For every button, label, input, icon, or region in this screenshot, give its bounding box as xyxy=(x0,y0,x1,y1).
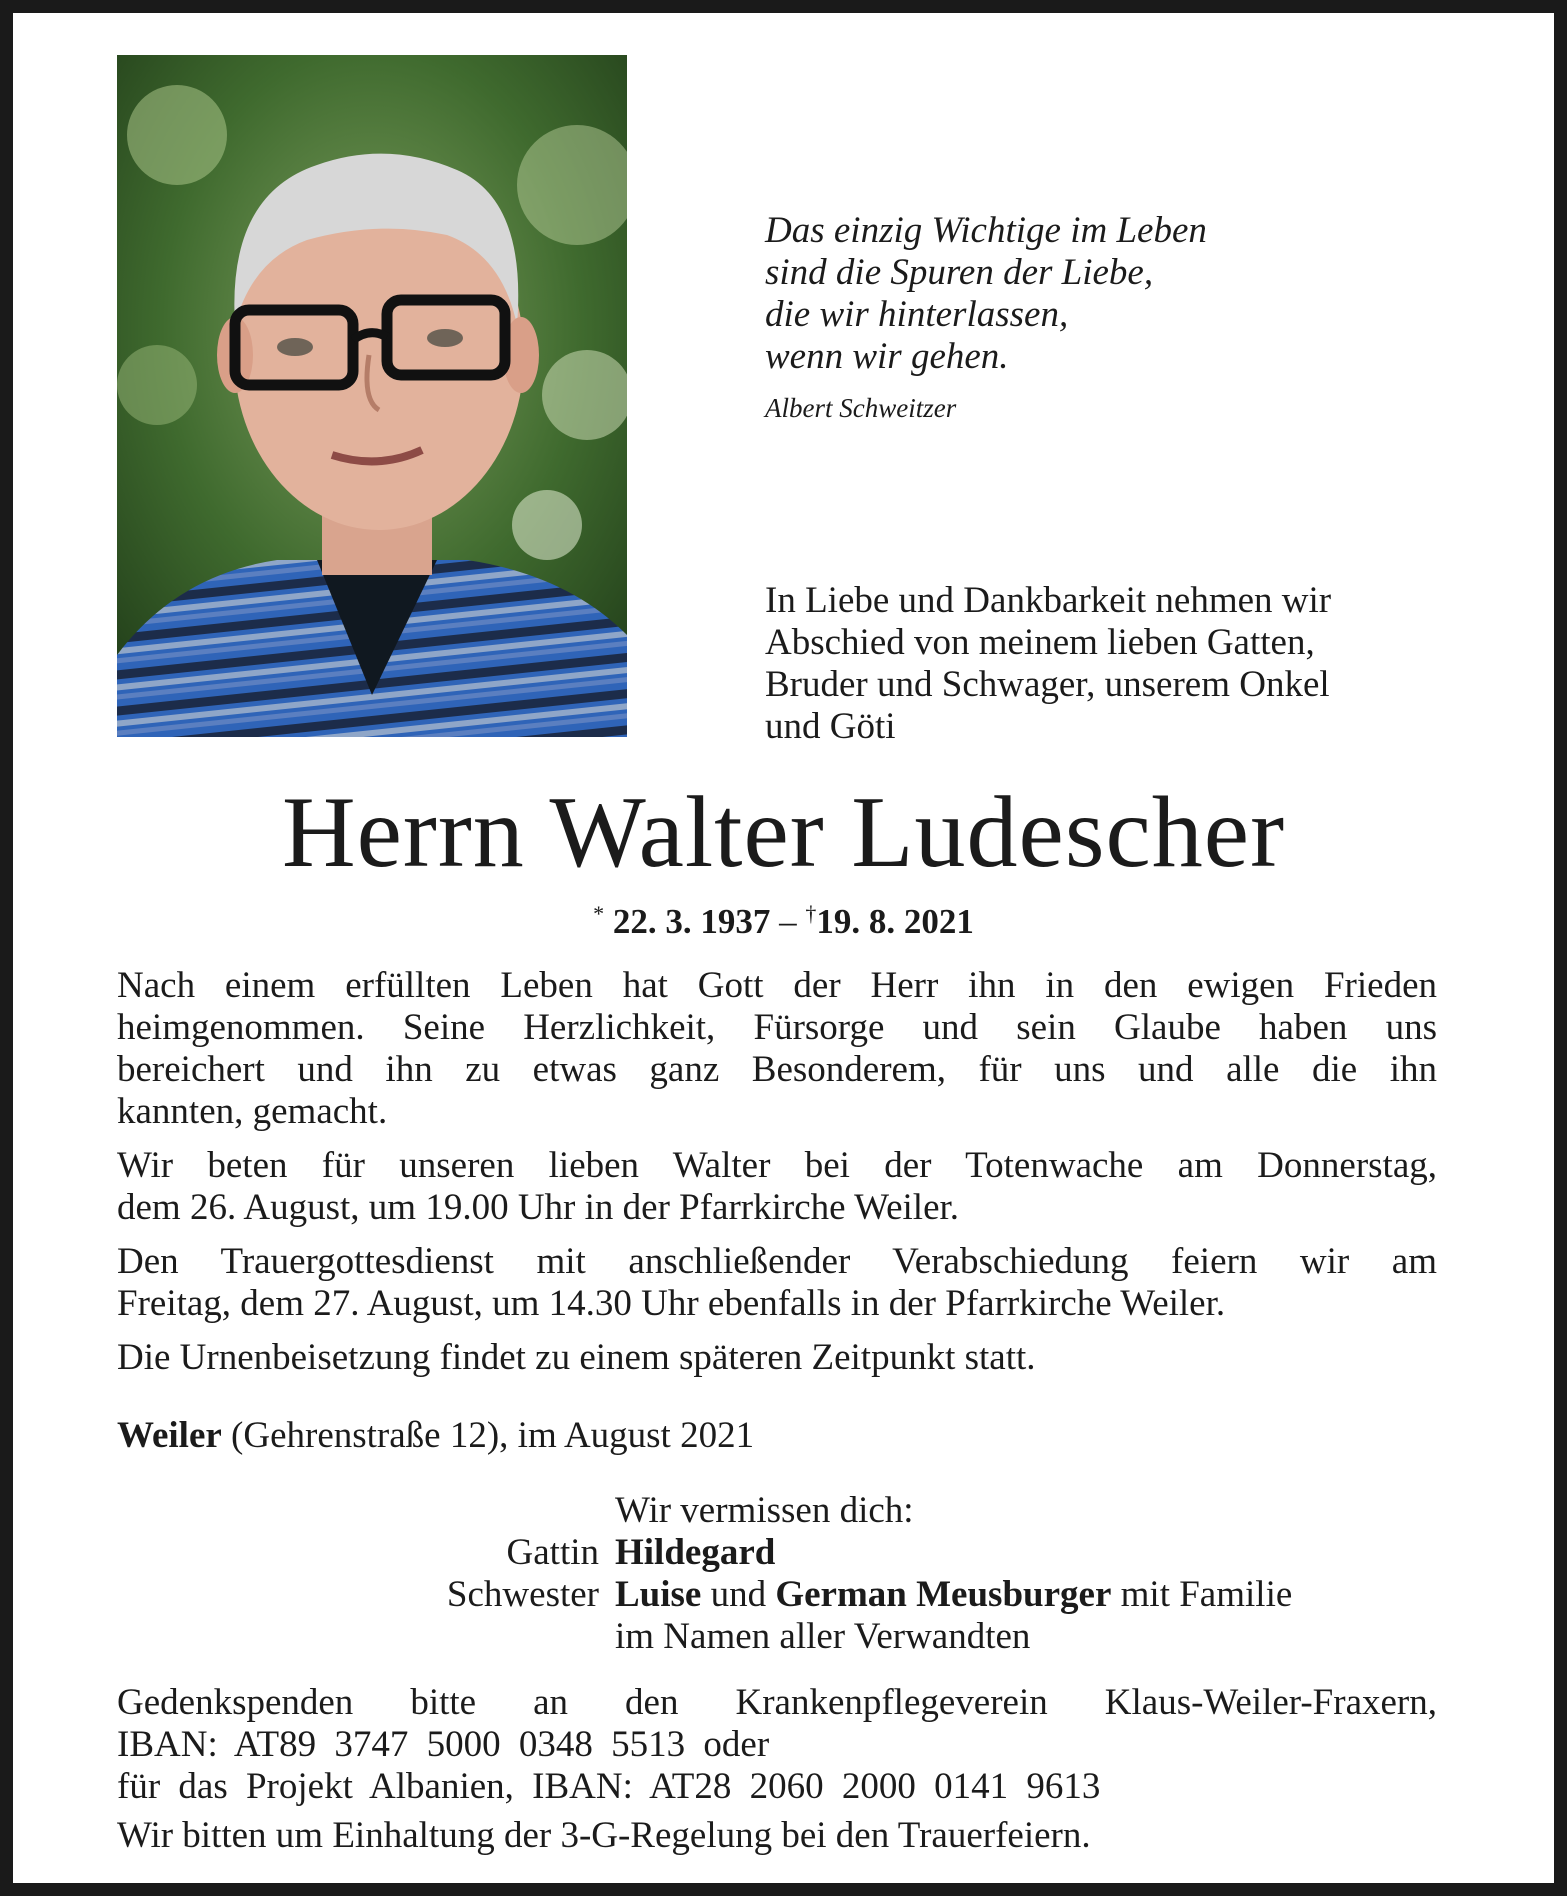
empty-role xyxy=(117,1490,615,1532)
portrait-photo xyxy=(117,55,627,737)
mourner-role: Gattin xyxy=(506,1532,599,1573)
memorial-quote xyxy=(765,210,1465,424)
intro-text xyxy=(765,580,1445,748)
quote-line: die wir hinterlassen, xyxy=(765,294,1069,335)
body-line: Die Urnenbeisetzung findet zu einem späteren Zeitpunkt statt. xyxy=(117,1337,1036,1378)
birth-date: 22. 3. 1937 xyxy=(612,902,771,941)
intro-line: In Liebe und Dankbarkeit nehmen wir xyxy=(765,580,1332,621)
death-symbol: † xyxy=(805,901,817,926)
birth-symbol: * xyxy=(593,901,605,926)
intro-line: Abschied von meinem lieben Gatten, xyxy=(765,622,1315,663)
donation-line: Gedenkspenden bitte an den Krankenpflegeverein Klaus-Weiler-Fraxern, xyxy=(117,1682,1437,1723)
closing-note: Wir bitten um Einhaltung der 3-G-Regelung bei den Trauerfeiern. xyxy=(117,1815,1091,1856)
life-dates xyxy=(0,893,1567,943)
date-separator: – xyxy=(779,902,797,941)
intro-line: Bruder und Schwager, unserem Onkel xyxy=(765,664,1330,705)
donation-info xyxy=(117,1682,1437,1808)
donation-iban: für das Projekt Albanien, IBAN: AT28 2060 2000 0141 9613 xyxy=(117,1766,1101,1807)
paragraph-service xyxy=(117,1241,1437,1325)
body-line: dem 26. August, um 19.00 Uhr in der Pfarrkirche Weiler. xyxy=(117,1187,960,1228)
mourners-heading: Wir vermissen dich: xyxy=(615,1490,914,1531)
place-town: Weiler xyxy=(117,1415,222,1456)
portrait-illustration xyxy=(117,55,627,737)
quote-line: wenn wir gehen. xyxy=(765,336,1009,377)
body-line: Nach einem erfüllten Leben hat Gott der Herr ihn in den ewigen Frieden xyxy=(117,965,1437,1006)
obituary-body xyxy=(117,965,1437,1391)
paragraph-burial xyxy=(117,1337,1437,1379)
mourner-conjunction: und xyxy=(710,1574,767,1615)
body-line: Den Trauergottesdienst mit anschließender Verabschiedung feiern wir am xyxy=(117,1241,1437,1282)
mourner-role: Schwester xyxy=(446,1574,599,1615)
body-line: Wir beten für unseren lieben Walter bei der Totenwache am Donnerstag, xyxy=(117,1145,1437,1186)
mourner-family: mit Familie xyxy=(1120,1574,1293,1615)
intro-line: und Göti xyxy=(765,706,896,747)
place-and-date xyxy=(117,1415,1437,1457)
mourner-name: Luise xyxy=(615,1574,702,1615)
body-line: kannten, gemacht. xyxy=(117,1091,388,1132)
paragraph-life xyxy=(117,965,1437,1133)
mourner-relatives: im Namen aller Verwandten xyxy=(615,1616,1031,1657)
mourner-name: German Meusburger xyxy=(775,1574,1112,1615)
mourner-relatives-row xyxy=(117,1616,1437,1658)
deceased-name: Herrn Walter Ludescher xyxy=(281,776,1286,889)
mourner-sister xyxy=(117,1574,1437,1616)
mourner-spouse xyxy=(117,1532,1437,1574)
body-line: Freitag, dem 27. August, um 14.30 Uhr ebenfalls in der Pfarrkirche Weiler. xyxy=(117,1283,1226,1324)
quote-author: Albert Schweitzer xyxy=(765,393,957,423)
death-date: 19. 8. 2021 xyxy=(816,902,974,941)
quote-line: sind die Spuren der Liebe, xyxy=(765,252,1154,293)
mourners-list xyxy=(117,1490,1437,1658)
place-address: (Gehrenstraße 12), im August 2021 xyxy=(231,1415,755,1456)
mourner-name: Hildegard xyxy=(615,1532,776,1573)
quote-line: Das einzig Wichtige im Leben xyxy=(765,210,1207,251)
body-line: heimgenommen. Seine Herzlichkeit, Fürsorge und sein Glaube haben uns xyxy=(117,1007,1437,1048)
donation-iban: IBAN: AT89 3747 5000 0348 5513 oder xyxy=(117,1724,770,1765)
empty-role xyxy=(117,1616,615,1658)
mourners-heading-row xyxy=(117,1490,1437,1532)
paragraph-vigil xyxy=(117,1145,1437,1229)
body-line: bereichert und ihn zu etwas ganz Besonderem, für uns und alle die ihn xyxy=(117,1049,1437,1090)
